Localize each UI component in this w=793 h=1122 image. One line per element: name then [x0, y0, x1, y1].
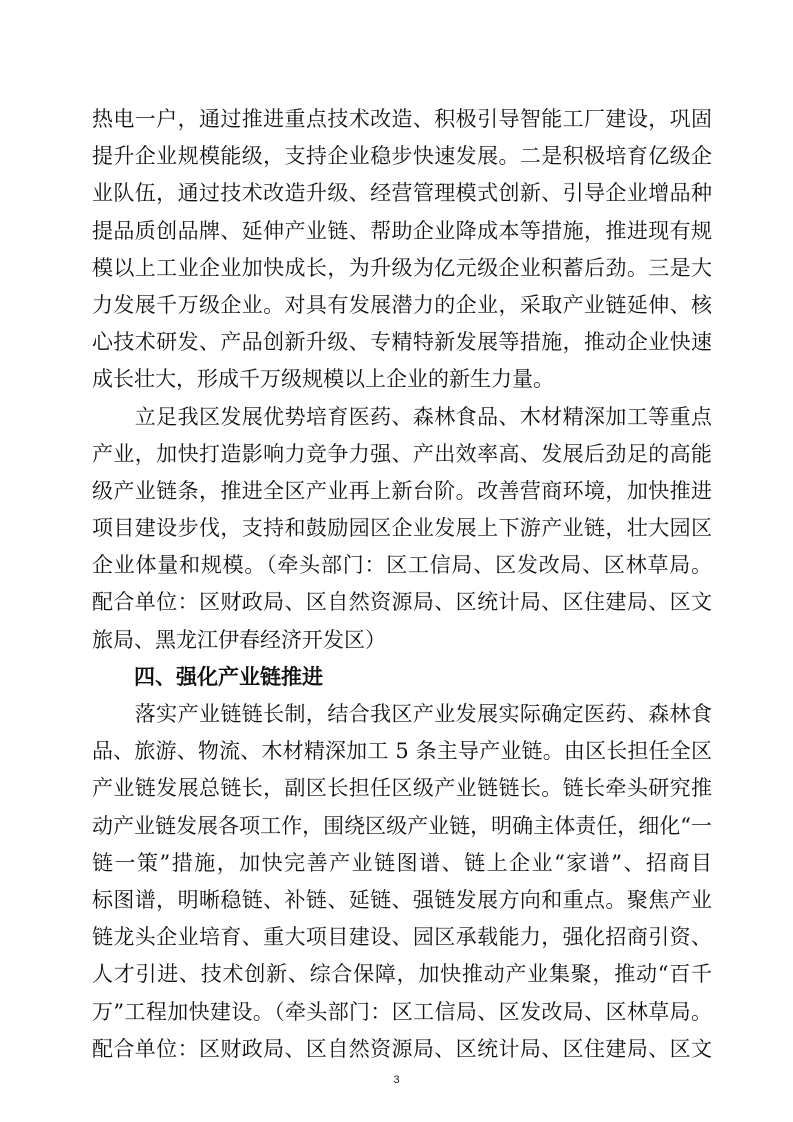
section-heading: 四、强化产业链推进 — [92, 664, 323, 689]
text-line: 链龙头企业培育、重大项目建设、园区承载能力，强化招商引资、 — [92, 925, 712, 950]
text-line: 配合单位：区财政局、区自然资源局、区统计局、区住建局、区文 — [92, 1036, 712, 1061]
text-line: 动产业链发展各项工作，围绕区级产业链，明确主体责任，细化“一 — [92, 813, 712, 838]
text-line: 产业，加快打造影响力竞争力强、产出效率高、发展后劲足的高能 — [92, 441, 712, 466]
paragraph-end-line: 成长壮大，形成千万级规模以上企业的新生力量。 — [92, 367, 554, 392]
text-line: 链一策”措施，加快完善产业链图谱、链上企业“家谱”、招商目 — [92, 850, 712, 875]
text-line: 配合单位：区财政局、区自然资源局、区统计局、区住建局、区文 — [92, 590, 712, 615]
text-line: 提升企业规模能级，支持企业稳步快速发展。二是积极培育亿级企 — [92, 144, 712, 169]
text-line: 项目建设步伐，支持和鼓励园区企业发展上下游产业链，壮大园区 — [92, 516, 712, 541]
text-line: 人才引进、技术创新、综合保障，加快推动产业集聚，推动“百千 — [92, 962, 712, 987]
page-number: 3 — [393, 1074, 400, 1086]
paragraph-start-line: 落实产业链链长制，结合我区产业发展实际确定医药、森林食 — [92, 702, 712, 726]
text-line: 企业体量和规模。（牵头部门：区工信局、区发改局、区林草局。 — [92, 553, 712, 578]
text-line: 级产业链条，推进全区产业再上新台阶。改善营商环境，加快推进 — [92, 478, 712, 503]
text-line: 产业链发展总链长，副区长担任区级产业链链长。链长牵头研究推 — [92, 776, 712, 801]
text-line: 标图谱，明晰稳链、补链、延链、强链发展方向和重点。聚焦产业 — [92, 887, 712, 912]
paragraph-start-line: 立足我区发展优势培育医药、森林食品、木材精深加工等重点 — [92, 404, 712, 429]
text-line: 心技术研发、产品创新升级、专精特新发展等措施，推动企业快速 — [92, 330, 712, 355]
text-line: 模以上工业企业加快成长，为升级为亿元级企业积蓄后劲。三是大 — [92, 255, 712, 280]
text-line: 热电一户，通过推进重点技术改造、积极引导智能工厂建设，巩固 — [92, 107, 712, 131]
text-line: 提品质创品牌、延伸产业链、帮助企业降成本等措施，推进现有规 — [92, 218, 712, 243]
paragraph-end-line: 旅局、黑龙江伊春经济开发区） — [92, 627, 386, 652]
text-line: 业队伍，通过技术改造升级、经营管理模式创新、引导企业增品种 — [92, 181, 712, 206]
text-line: 万”工程加快建设。（牵头部门：区工信局、区发改局、区林草局。 — [92, 999, 712, 1024]
document-body — [92, 101, 712, 1068]
text-line: 品、旅游、物流、木材精深加工 5 条主导产业链。由区长担任全区 — [92, 739, 712, 764]
text-line: 力发展千万级企业。对具有发展潜力的企业，采取产业链延伸、核 — [92, 292, 712, 317]
